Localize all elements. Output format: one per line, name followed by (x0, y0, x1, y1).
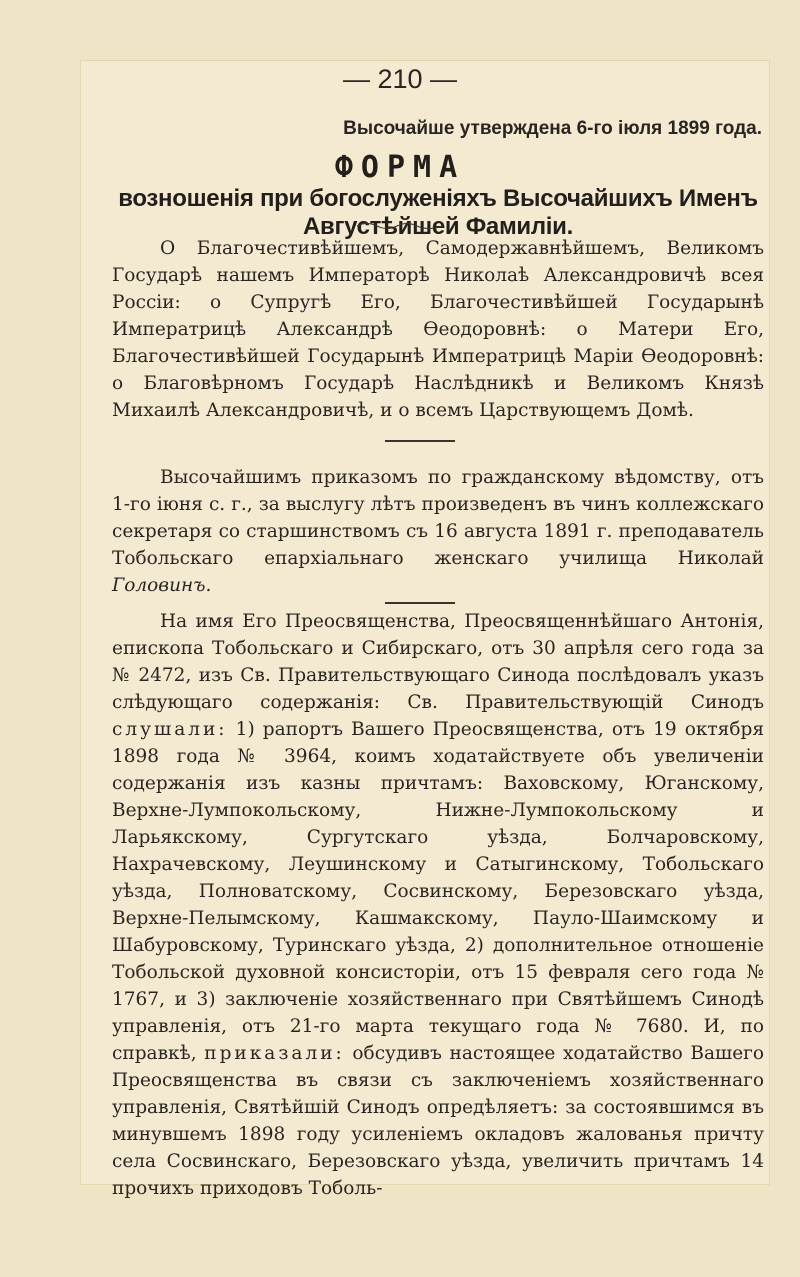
person-name: Головинъ. (112, 575, 212, 596)
order-paragraph (112, 464, 764, 599)
paragraph-main-text: Высочайшимъ приказомъ по гражданскому вѣдомству, отъ 1-го іюня с. г., за выслугу лѣтъ произведенъ въ чинъ коллежскаго секретаря со старшинствомъ съ 16 августа 1891 г. преподаватель Тобольскаго епархіальнаго женскаго училища Николай (112, 467, 764, 569)
prayer-paragraph (112, 235, 764, 424)
section-divider (385, 440, 455, 442)
decree-heard: слушали: (112, 719, 228, 740)
decree-body: 1) рапортъ Вашего Преосвященства, отъ 19 октября 1898 года № 3964, коимъ ходатайствуете объ увеличеніи содержанія изъ казны причтамъ: Ваховскому, Юганскому, Верхне-Лумпокольскому, Нижне-Лумпокольскому и Ларьякскому, Сургутскаго уѣзда, Болчаровскому, Нахрачевскому, Леушинскому и Сатыгинскому, Тобольскаго уѣзда, Полноватскому, Сосвинскому, Березовскаго уѣзда, Верхне-Пелымскому, Кашмакскому, Пауло-Шаимскому и Шабуровскому, Туринскаго уѣзда, 2) дополнительное отношеніе Тобольской духовной консисторіи, отъ 15 февраля сего года № 1767, и 3) заключеніе хозяйственнаго при Святѣйшемъ Синодѣ управленія, отъ 21-го марта текущаго года № 7680. И, по справкѣ, (112, 719, 764, 1064)
form-heading: ФОРМА (334, 150, 466, 185)
paragraph-text (112, 608, 764, 1202)
decree-intro: На имя Его Преосвященства, Преосвященнѣйшаго Антонія, епископа Тобольскаго и Сибирскаго, отъ 30 апрѣля сего года за № 2472, изъ Св. Правительствующаго Синода послѣдовалъ указъ слѣдующаго содержанія: Св. Правительствующій Синодъ (112, 611, 764, 713)
page-number: — 210 — (342, 64, 458, 94)
section-divider (385, 602, 455, 604)
approval-line: Высочайше утверждена 6-го іюля 1899 года. (343, 118, 762, 139)
document-title: возношенія при богослуженіяхъ Высочайшихъ Именъ Августѣйшей Фамиліи. (118, 185, 758, 240)
paragraph-text (112, 464, 764, 599)
paragraph-text: О Благочестивѣйшемъ, Самодержавнѣйшемъ, Великомъ Государѣ нашемъ Императорѣ Николаѣ Александровичѣ всея Россіи: о Супругѣ Его, Благочестивѣйшей Государынѣ Императрицѣ Александрѣ Ѳеодоровнѣ: о Матери Его, Благочестивѣйшей Государынѣ Императрицѣ Маріи Ѳеодоровнѣ: о Благовѣрномъ Государѣ Наслѣдникѣ и Великомъ Князѣ Михаилѣ Александровичѣ, и о всемъ Царствующемъ Домѣ. (112, 238, 764, 421)
ornament-divider-icon (355, 221, 445, 231)
decree-ordered: приказали: (204, 1043, 345, 1064)
decree-conclusion: обсудивъ настоящее ходатайство Вашего Преосвященства въ связи съ заключеніемъ хозяйственнаго управленія, Святѣйшій Синодъ опредѣляетъ: за состоявшимся въ минувшемъ 1898 году усиленіемъ окладовъ жалованья причту села Сосвинскаго, Березовскаго уѣзда, увеличить причтамъ 14 прочихъ приходовъ Тоболь- (112, 1043, 764, 1199)
decree-paragraph (112, 608, 764, 1202)
